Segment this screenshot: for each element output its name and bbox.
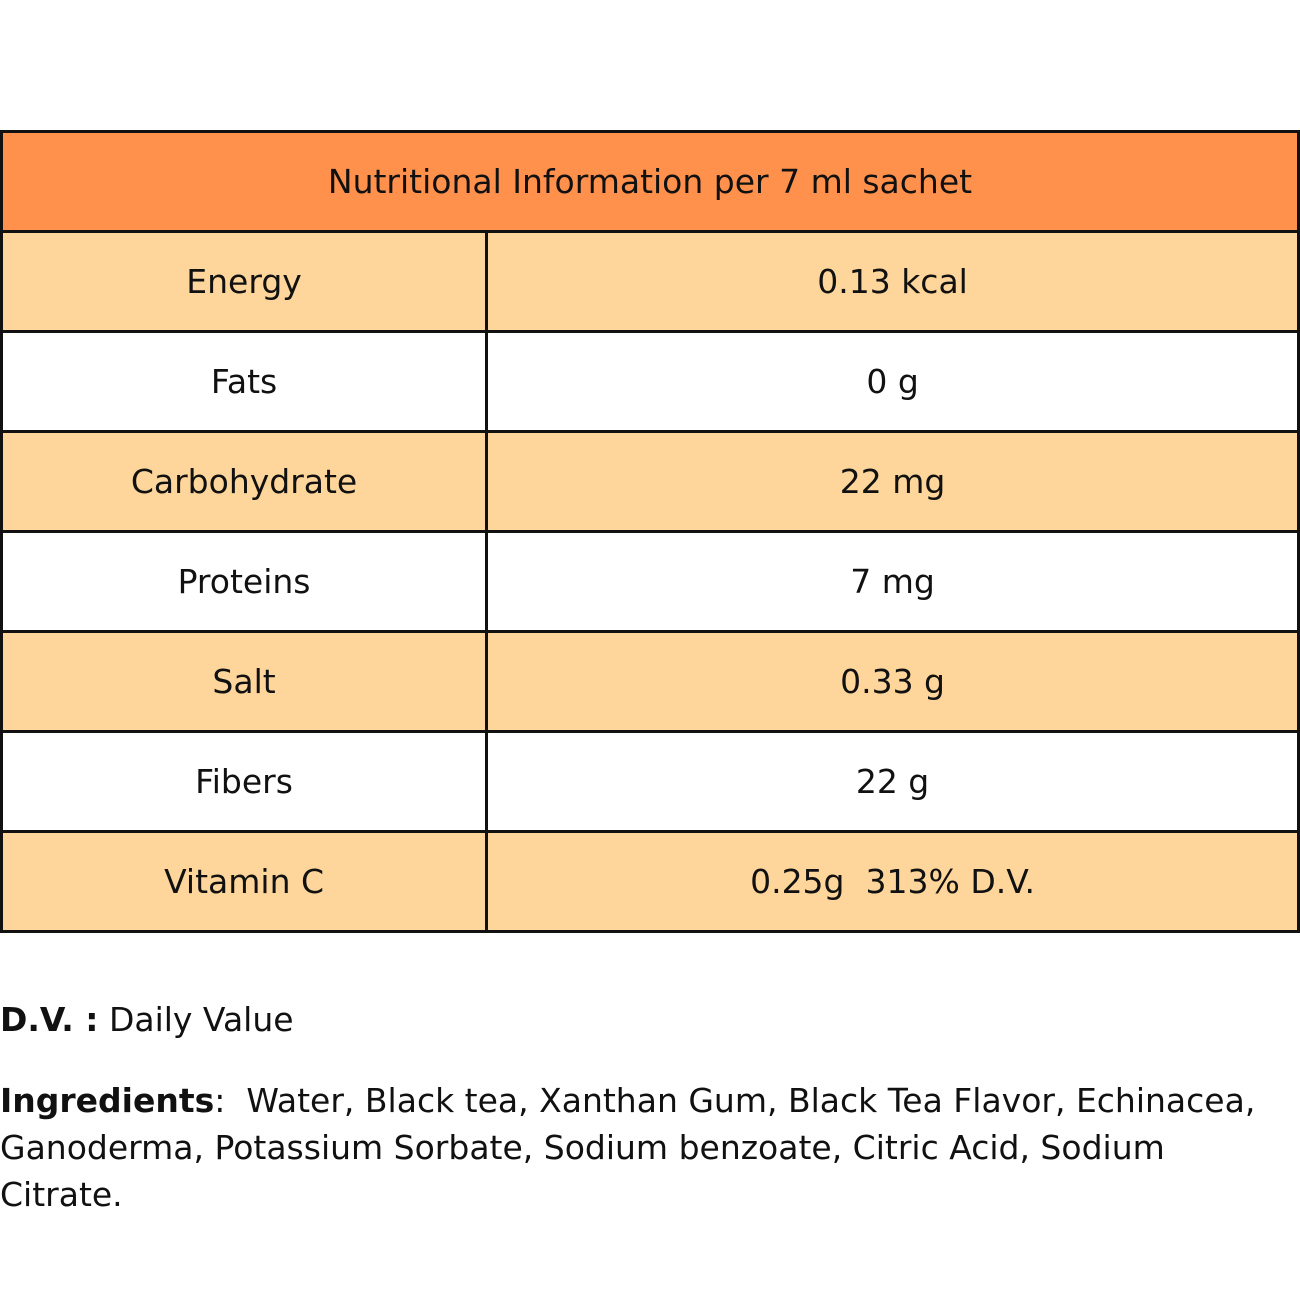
table-title: Nutritional Information per 7 ml sachet	[2, 132, 1299, 232]
nutrient-value: 0 g	[487, 332, 1299, 432]
dv-label: D.V. :	[0, 1000, 99, 1039]
nutrient-label: Carbohydrate	[2, 432, 487, 532]
table-row	[2, 232, 1299, 332]
table-row	[2, 332, 1299, 432]
nutrient-label: Vitamin C	[2, 832, 487, 932]
ingredients-label: Ingredients	[0, 1081, 215, 1120]
table-row	[2, 732, 1299, 832]
notes-section	[0, 996, 1290, 1218]
nutrient-label: Fibers	[2, 732, 487, 832]
nutrient-label: Salt	[2, 632, 487, 732]
nutrient-value: 0.33 g	[487, 632, 1299, 732]
table-row	[2, 432, 1299, 532]
nutrient-label: Energy	[2, 232, 487, 332]
ingredients-text: : Water, Black tea, Xanthan Gum, Black Tea Flavor, Echinacea, Ganoderma, Potassium Sorbate, Sodium benzoate, Citric Acid, Sodium Citrate.	[0, 1081, 1266, 1214]
nutrient-value: 0.13 kcal	[487, 232, 1299, 332]
ingredients-note	[0, 1077, 1290, 1218]
nutrition-table	[0, 130, 1300, 933]
nutrient-value: 22 g	[487, 732, 1299, 832]
nutrient-value: 0.25g 313% D.V.	[487, 832, 1299, 932]
nutrient-label: Proteins	[2, 532, 487, 632]
dv-text: Daily Value	[108, 1000, 294, 1039]
table-header-row	[2, 132, 1299, 232]
table-row	[2, 632, 1299, 732]
nutrient-value: 22 mg	[487, 432, 1299, 532]
nutrient-value: 7 mg	[487, 532, 1299, 632]
nutrient-label: Fats	[2, 332, 487, 432]
dv-note	[0, 996, 1290, 1043]
table-row	[2, 832, 1299, 932]
table-row	[2, 532, 1299, 632]
